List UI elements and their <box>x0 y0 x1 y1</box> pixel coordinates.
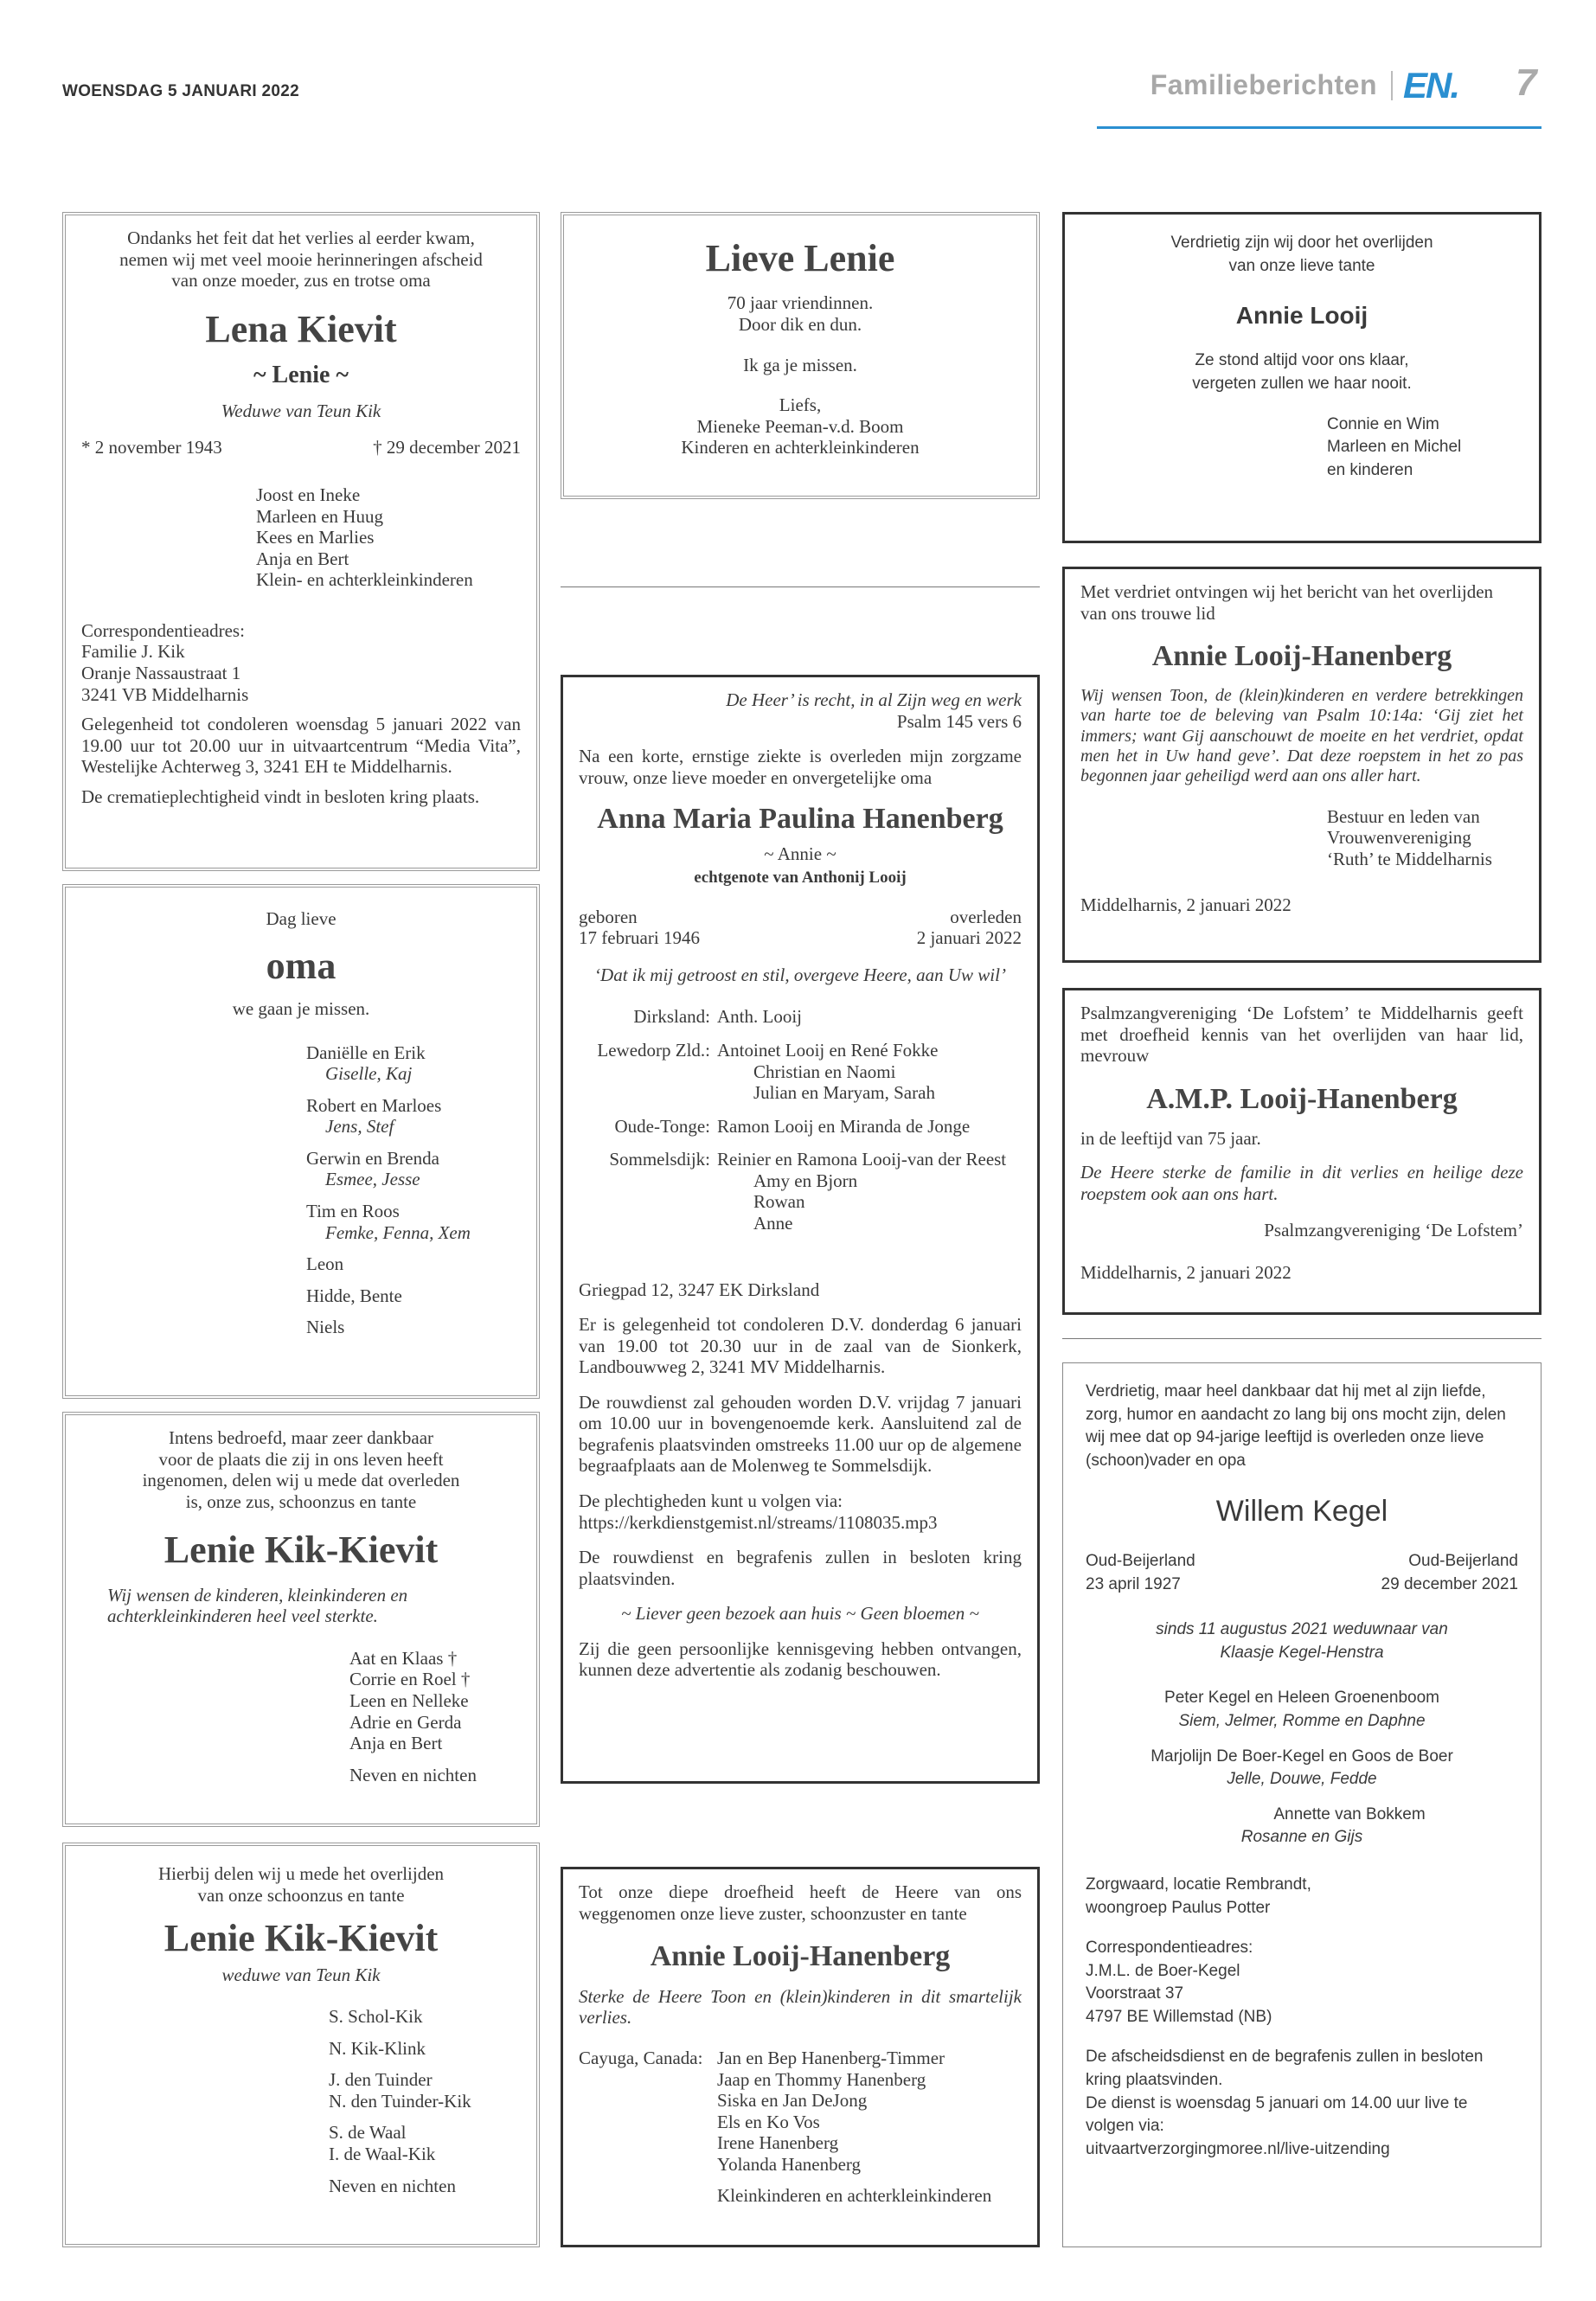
ad-annie-looij-hanenberg-ruth <box>1062 567 1542 963</box>
ad11-name: Willem Kegel <box>1215 1495 1388 1529</box>
ad2-greeting: Dag lieve <box>266 908 337 929</box>
ad6-name: Anna Maria Paulina Hanenberg <box>597 803 1003 836</box>
ad11-born-place: Oud-Beijerland <box>1086 1551 1195 1570</box>
ad6-private: De rouwdienst en begrafenis zullen in besloten kring plaatsvinden. <box>579 1547 1022 1589</box>
ad6-verse: De Heer’ is recht, in al Zijn weg en werk <box>726 689 1022 710</box>
ad-lenie-kik-kievit-1 <box>62 1412 540 1827</box>
ad6-died: 2 januari 2022 <box>916 927 1022 949</box>
ad-lenie-kik-kievit-2 <box>62 1843 540 2247</box>
ad11-born: 23 april 1927 <box>1086 1574 1181 1593</box>
ad-lieve-lenie <box>561 212 1040 499</box>
ad3-name: Lenie Kik-Kievit <box>163 1529 439 1572</box>
ad6-stream-link[interactable]: https://kerkdienstgemist.nl/streams/1108035.mp3 <box>579 1511 938 1533</box>
ad4-family: S. Schol-Kik N. Kik-Klink J. den Tuinder N. den Tuinder-Kik S. de Waal I. de Waal-Kik Neven en nichten <box>329 2006 471 2196</box>
ad6-died-label: overleden <box>950 906 1022 927</box>
ad6-ref: Psalm 145 vers 6 <box>896 710 1022 732</box>
ad1-died: † 29 december 2021 <box>373 437 521 458</box>
ad7-family: Cayuga, Canada: Jan en Bep Hanenberg-Timmer Jaap en Thommy Hanenberg Siska en Jan DeJong Els en Ko Vos Irene Hanenberg Yolanda Hanenberg Kleinkinderen en achterkleinkinderen <box>579 2048 992 2207</box>
ad11-widower: sinds 11 augustus 2021 weduwnaar van Klaasje Kegel-Henstra <box>1156 1620 1448 1662</box>
ad10-wish: De Heere sterke de familie in dit verlies en heilige deze roepstem ook aan ons hart. <box>1080 1162 1523 1204</box>
ad1-cremation: De crematieplechtigheid vindt in besloten kring plaats. <box>81 785 480 807</box>
ad11-link[interactable]: uitvaartverzorgingmoree.nl/live-uitzending <box>1086 2139 1390 2158</box>
ad-lena-kievit <box>62 212 540 871</box>
ad1-born: * 2 november 1943 <box>81 437 222 458</box>
ad6-nobezoek: ~ Liever geen bezoek aan huis ~ Geen bloemen ~ <box>621 1603 979 1625</box>
ad11-family: Peter Kegel en Heleen Groenenboom Siem, Jelmer, Romme en Daphne Marjolijn De Boer-Kegel en Goos de Boer Jelle, Douwe, Fedde Annette van Bokkem Rosanne en Gijs <box>1151 1689 1453 1847</box>
ad5-miss: Ik ga je missen. <box>743 354 857 375</box>
newspaper-logo: EN. <box>1403 65 1459 106</box>
header-separator <box>1391 71 1393 100</box>
ad-oma <box>62 884 540 1399</box>
ad-annie-looij-nieces <box>1062 212 1542 543</box>
ad1-nickname: ~ Lenie ~ <box>253 362 349 389</box>
ad4-name: Lenie Kik-Kievit <box>163 1917 439 1960</box>
ad7-intro: Tot onze diepe droefheid heeft de Heere van ons weggenomen onze lieve zuster, schoonzuster en tante <box>579 1881 1022 1924</box>
ad11-farewell: De afscheidsdienst en de begrafenis zullen in besloten kring plaatsvinden. <box>1086 2048 1484 2090</box>
header-rule <box>1097 126 1542 129</box>
divider-col3 <box>1062 1338 1542 1339</box>
ad6-condolence: Er is gelegenheid tot condoleren D.V. donderdag 6 januari van 19.00 tot 20.30 uur in de zaal van de Sionkerk, Landbouwweg 2, 3241 MV Middelharnis. <box>579 1314 1022 1378</box>
ad10-age: in de leeftijd van 75 jaar. <box>1080 1128 1261 1150</box>
ad6-intro: Na een korte, ernstige ziekte is overleden mijn zorgzame vrouw, onze lieve moeder en onvergetelijke oma <box>579 746 1022 788</box>
ad-willem-kegel <box>1062 1362 1542 2247</box>
page-number: 7 <box>1516 61 1537 104</box>
ad11-died: 29 december 2021 <box>1381 1574 1518 1593</box>
section-title: Familieberichten <box>1150 69 1377 100</box>
ad6-born: 17 februari 1946 <box>579 927 700 949</box>
ad5-name: Lieve Lenie <box>705 237 895 279</box>
ad11-address: Correspondentieadres: J.M.L. de Boer-Kegel Voorstraat 37 4797 BE Willemstad (NB) <box>1086 1939 1272 2026</box>
ad6-address: Griegpad 12, 3247 EK Dirksland <box>579 1279 820 1300</box>
ad6-service: De rouwdienst zal gehouden worden D.V. vrijdag 7 januari om 10.00 uur in bovengenoemde kerk. Aansluitend zal de begrafenis plaatsvinden omstreeks 11.00 uur op de algemene begraafplaats aan de Molenweg te Sommelsdijk. <box>579 1391 1022 1477</box>
ad9-place: Middelharnis, 2 januari 2022 <box>1080 894 1292 915</box>
ad4-widow: weduwe van Teun Kik <box>221 1964 381 1985</box>
ad8-name: Annie Looij <box>1235 302 1368 330</box>
ad11-intro: Verdrietig, maar heel dankbaar dat hij met al zijn liefde, zorg, humor en aandacht zo lang bij ons mocht zijn, delen wij mee dat op 94-jarige leeftijd is overleden onze lieve (schoon)vader en opa <box>1086 1382 1506 1470</box>
ad3-intro: Intens bedroefd, maar zeer dankbaar voor de plaats die zij in ons leven heeft ingenomen, delen wij u mede dat overleden is, onze zus, schoonzus en tante <box>142 1427 460 1512</box>
ad10-name: A.M.P. Looij-Hanenberg <box>1146 1082 1458 1115</box>
ad8-sign: Connie en Wim Marleen en Michel en kinderen <box>1327 414 1462 479</box>
ad3-family: Aat en Klaas † Corrie en Roel † Leen en Nelleke Adrie en Gerda Anja en Bert Neven en nichten <box>349 1647 477 1785</box>
ad8-intro: Verdrietig zijn wij door het overlijden van onze lieve tante <box>1170 234 1433 275</box>
ad6-nocard: Zij die geen persoonlijke kennisgeving hebben ontvangen, kunnen deze advertentie als zodanig beschouwen. <box>579 1638 1022 1681</box>
divider-col2 <box>561 586 1040 587</box>
ad5-sign: Liefs, Mieneke Peeman-v.d. Boom Kinderen en achterkleinkinderen <box>681 394 920 458</box>
ad5-lines: 70 jaar vriendinnen. Door dik en dun. <box>727 292 874 336</box>
ad2-name: oma <box>266 944 337 987</box>
ad6-places: Dirksland: Anth. Looij Lewedorp Zld.: Antoinet Looij en René Fokke Christian en Naomi Julian en Maryam, Sarah Oude-Tonge: Ramon Looij en Miranda de Jonge Sommelsdijk: Reinier en Ramona Looij-van der Reest Amy en Bjorn Rowan Anne <box>597 1006 1007 1234</box>
ad10-place: Middelharnis, 2 januari 2022 <box>1080 1261 1292 1283</box>
ad6-stream-label: De plechtigheden kunt u volgen via: <box>579 1490 843 1512</box>
ad3-wish: Wij wensen de kinderen, kleinkinderen en achterkleinkinderen heel veel sterkte. <box>107 1584 408 1627</box>
ad9-intro: Met verdriet ontvingen wij het bericht van het overlijden van ons trouwe lid <box>1080 581 1494 624</box>
ad6-spouse: echtgenote van Anthonij Looij <box>694 868 907 887</box>
ad-annie-looij-hanenberg-family <box>561 1867 1040 2247</box>
header-date: WOENSDAG 5 JANUARI 2022 <box>62 82 300 100</box>
ad-anna-hanenberg <box>561 675 1040 1784</box>
ad1-name: Lena Kievit <box>205 307 397 350</box>
ad1-address: Correspondentieadres: Familie J. Kik Oranje Nassaustraat 1 3241 VB Middelharnis <box>81 619 249 705</box>
ad2-line: we gaan je missen. <box>232 998 370 1020</box>
ad9-sign: Bestuur en leden van Vrouwenvereniging ‘Ruth’ te Middelharnis <box>1327 805 1492 869</box>
ad7-wish: Sterke de Heere Toon en (klein)kinderen in dit smartelijk verlies. <box>579 1985 1022 2029</box>
ad11-died-place: Oud-Beijerland <box>1408 1551 1518 1570</box>
ad8-lines: Ze stond altijd voor ons klaar, vergeten zullen we haar nooit. <box>1192 351 1412 393</box>
ad11-live: De dienst is woensdag 5 januari om 14.00 uur live te volgen via: <box>1086 2093 1468 2136</box>
ad1-family: Joost en Ineke Marleen en Huug Kees en Marlies Anja en Bert Klein- en achterkleinkinderen <box>256 484 473 591</box>
ad10-intro: Psalmzangvereniging ‘De Lofstem’ te Middelharnis geeft met droefheid kennis van het overlijden van haar lid, mevrouw <box>1080 1003 1523 1067</box>
ad7-name: Annie Looij-Hanenberg <box>650 1940 951 1973</box>
ad1-condolence: Gelegenheid tot condoleren woensdag 5 januari 2022 van 19.00 uur tot 20.00 uur in uitvaartcentrum “Media Vita”, Westelijke Achterweg 3, 3241 EH te Middelharnis. <box>81 714 521 778</box>
ad6-quote: ‘Dat ik mij getroost en stil, overgeve Heere, aan Uw wil’ <box>594 964 1006 985</box>
ad9-wish: Wij wensen Toon, de (klein)kinderen en verdere betrekkingen van harte toe de beleving van Psalm 10:14a: ‘Gij ziet het immers; want Gij aanschouwt de moeite en het verdriet, opdat men het in Uw hand geve’. Dat deze roepstem in het zo pas begonnen jaar geheiligd werd aan ons aller hart. <box>1080 685 1523 786</box>
ad6-born-label: geboren <box>579 906 638 927</box>
ad1-widow: Weduwe van Teun Kik <box>221 400 381 421</box>
ad4-intro: Hierbij delen wij u mede het overlijden van onze schoonzus en tante <box>157 1863 445 1906</box>
ad1-intro: Ondanks het feit dat het verlies al eerder kwam, nemen wij met veel mooie herinneringen afscheid van onze moeder, zus en trotse oma <box>119 228 483 292</box>
ad-amp-looij-hanenberg <box>1062 988 1542 1315</box>
ad6-nickname: ~ Annie ~ <box>764 843 836 865</box>
ad10-sign: Psalmzangvereniging ‘De Lofstem’ <box>1264 1220 1523 1241</box>
ad11-location: Zorgwaard, locatie Rembrandt, woongroep Paulus Potter <box>1086 1875 1311 1917</box>
ad9-name: Annie Looij-Hanenberg <box>1151 640 1452 673</box>
ad2-family: Daniëlle en Erik Giselle, Kaj Robert en Marloes Jens, Stef Gerwin en Brenda Esmee, Jesse Tim en Roos Femke, Fenna, Xem Leon Hidde, Bente Niels <box>306 1042 471 1338</box>
